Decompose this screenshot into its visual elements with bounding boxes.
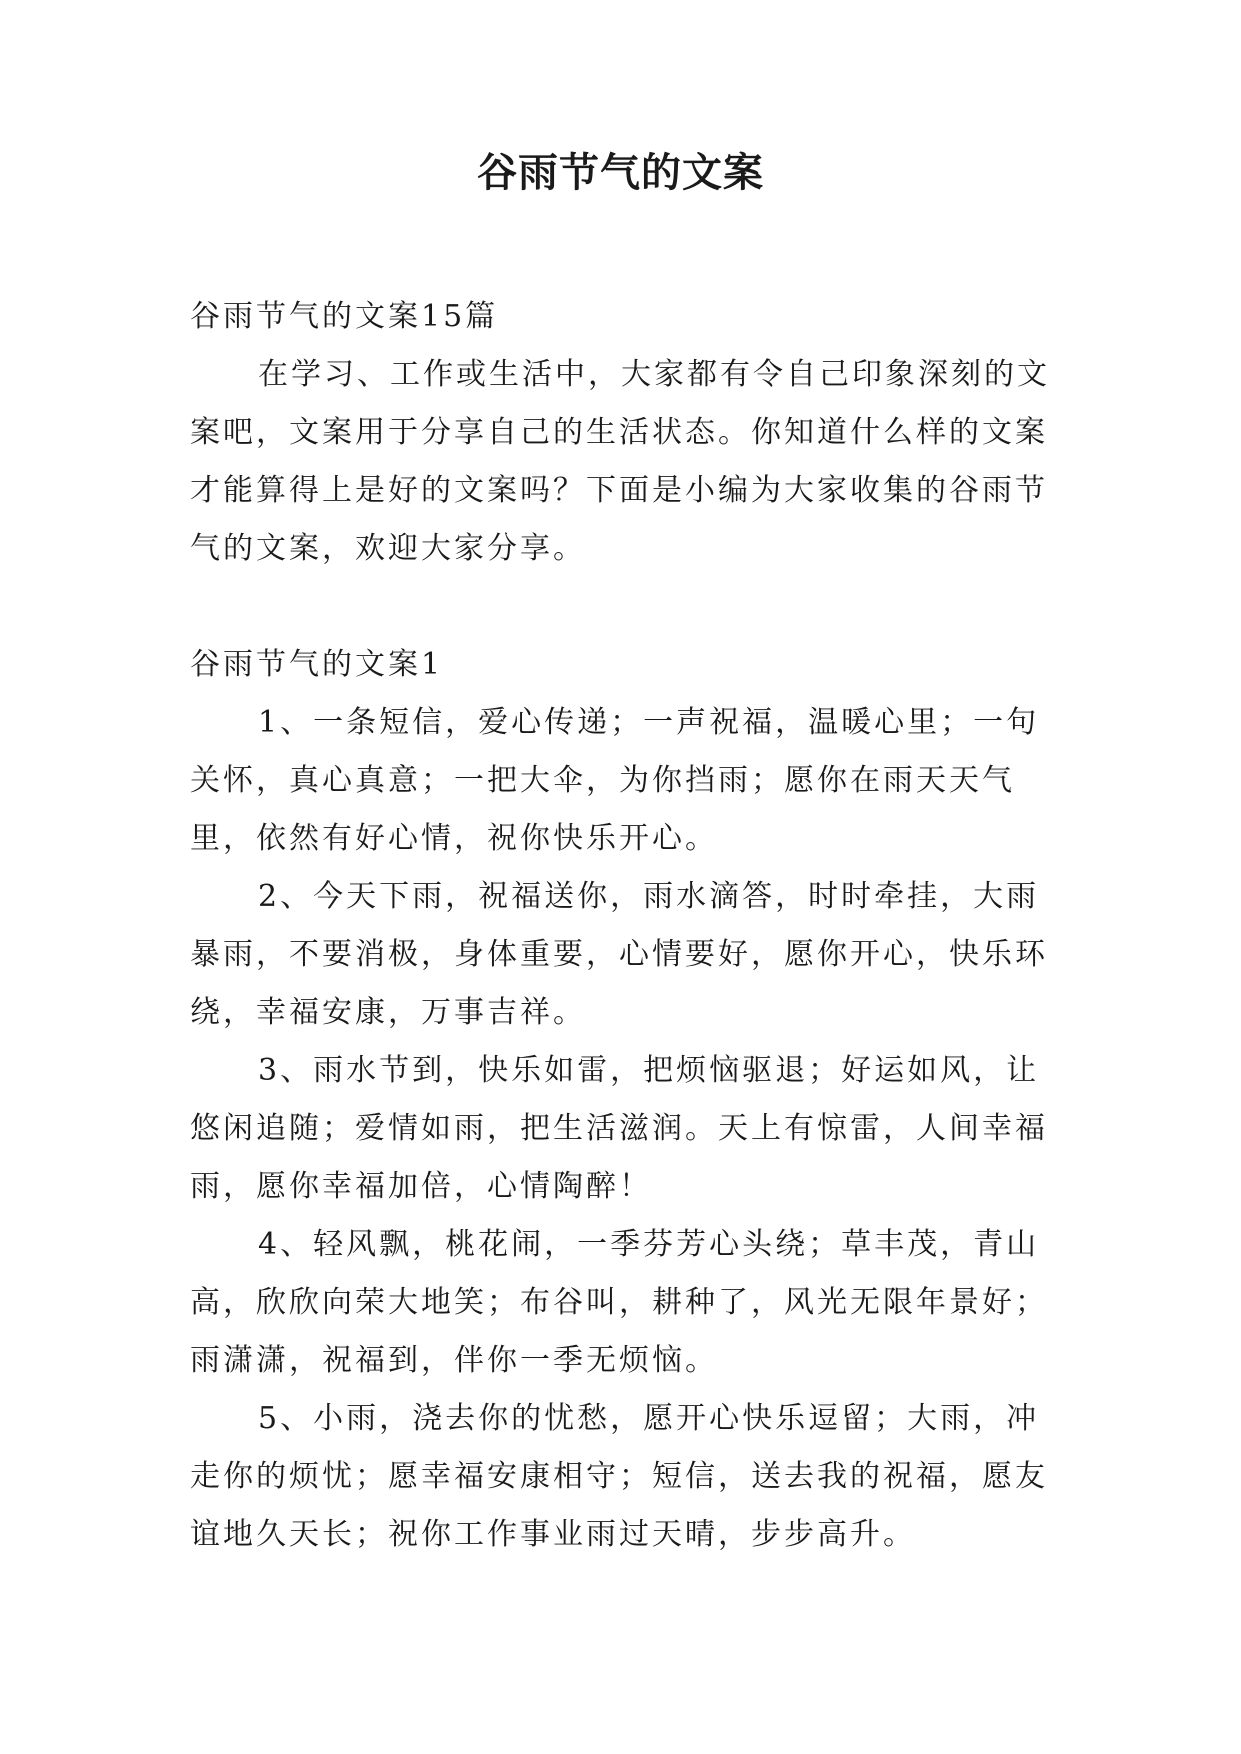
list-item-3: 3、雨水节到，快乐如雷，把烦恼驱退；好运如风，让悠闲追随；爱情如雨，把生活滋润。天上有惊雷，人间幸福雨，愿你幸福加倍，心情陶醉！ — [190, 1053, 1048, 1204]
list-item-1: 1、一条短信，爱心传递；一声祝福，温暖心里；一句关怀，真心真意；一把大伞，为你挡雨；愿你在雨天天气里，依然有好心情，祝你快乐开心。 — [190, 705, 1040, 856]
list-item-5: 5、小雨，浇去你的忧愁，愿开心快乐逗留；大雨，冲走你的烦忧；愿幸福安康相守；短信，送去我的祝福，愿友谊地久天长；祝你工作事业雨过天晴，步步高升。 — [190, 1401, 1048, 1552]
document-subtitle: 谷雨节气的文案15篇 — [190, 299, 499, 334]
intro-paragraph: 在学习、工作或生活中，大家都有令自己印象深刻的文案吧，文案用于分享自己的生活状态。你知道什么样的文案才能算得上是好的文案吗？下面是小编为大家收集的谷雨节气的文案，欢迎大家分享。 — [190, 357, 1050, 566]
list-item-2: 2、今天下雨，祝福送你，雨水滴答，时时牵挂，大雨暴雨，不要消极，身体重要，心情要好，愿你开心，快乐环绕，幸福安康，万事吉祥。 — [190, 879, 1048, 1030]
list-item-4: 4、轻风飘，桃花闹，一季芬芳心头绕；草丰茂，青山高，欣欣向荣大地笑；布谷叫，耕种了，风光无限年景好；雨潇潇，祝福到，伴你一季无烦恼。 — [190, 1227, 1048, 1378]
paragraph-spacer — [190, 578, 1052, 636]
section-heading: 谷雨节气的文案1 — [190, 647, 444, 682]
document-title: 谷雨节气的文案 — [477, 150, 764, 196]
document-body — [190, 288, 1052, 1564]
